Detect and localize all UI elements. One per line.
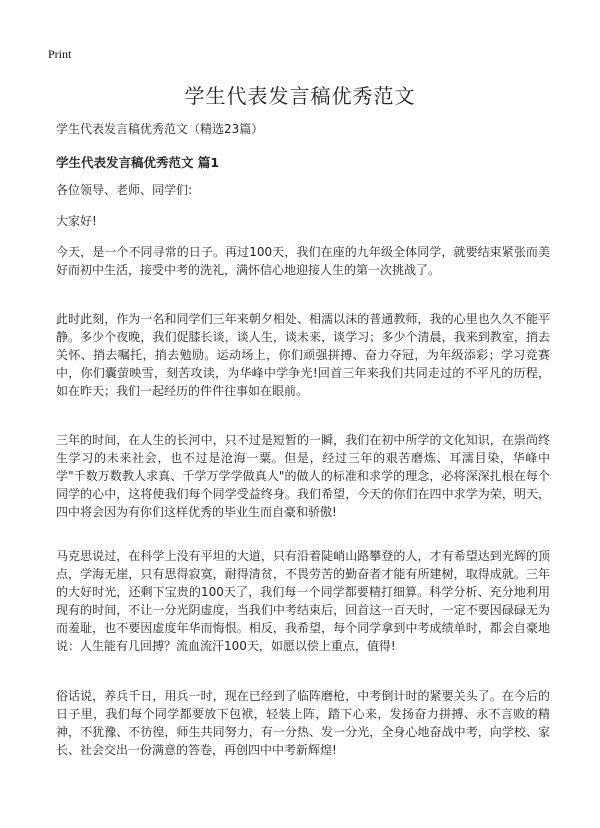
body-paragraph: 三年的时间，在人生的长河中，只不过是短暂的一瞬，我们在初中所学的文化知识，在崇尚终生学习的未来社会，也不过是沧海一粟。但是，经过三年的艰苦磨炼、耳濡目染，华峰中学"千数万数教人求真、千学万学学做真人"的做人的标准和求学的理念，必将深深扎根在每个同学的心中，这将使我们每个同学受益终身。我们希望，今天的你们在四中求学为荣，明天，四中将会因为有你们这样优秀的毕业生而自豪和骄傲! bbox=[56, 433, 550, 519]
body-paragraph: 马克思说过，在科学上没有平坦的大道，只有沿着陡峭山路攀登的人，才有希望达到光辉的顶点，学海无崖，只有思得寂寞，耐得清贫，不畏劳苦的勤奋者才能有所建树，取得成就。三年的大好时光，还剩下宝贵的100天了，我们每一个同学都要精打细算。科学分析、充分地利用现有的时间，不让一分光阴虚度，当我们中考结束后，回首这一百天时，一定不要因碌碌无为而羞耻，也不要因虚度年华而悔恨。相反，我希望，每个同学拿到中考成绩单时，都会自豪地说：人生能有几回搏？流血流汗100天，如愿以偿上重点，值得! bbox=[56, 549, 550, 653]
section-heading: 学生代表发言稿优秀范文 篇1 bbox=[56, 155, 220, 170]
greeting-line: 各位领导、老师、同学们: bbox=[56, 183, 193, 197]
hello-line: 大家好! bbox=[56, 214, 97, 228]
print-link[interactable]: Print bbox=[48, 47, 72, 61]
body-paragraph: 此时此刻，作为一名和同学们三年来朝夕相处、相濡以沫的普通教师，我的心里也久久不能平静。多少个夜晚，我们促膝长谈，谈人生，谈未来，谈学习；多少个清晨，我来到教室，捎去关怀、捎去嘱托，捎去勉励。运动场上，你们顽强拼搏、奋力夺冠，为年级添彩；学习竞赛中，你们囊萤映雪，刻苦攻读，为华峰中学争光!回首三年来我们共同走过的不平凡的历程，如在昨天；我们一起经历的件件往事如在眼前。 bbox=[56, 312, 550, 398]
page-title: 学生代表发言稿优秀范文 bbox=[184, 84, 416, 108]
body-paragraph: 今天，是一个不同寻常的日子。再过100天，我们在座的九年级全体同学，就要结束紧张而美好而初中生活，接受中考的洗礼，满怀信心地迎接人生的第一次挑战了。 bbox=[56, 245, 550, 277]
body-paragraph: 俗话说，养兵千日，用兵一时，现在已经到了临阵磨枪，中考倒计时的紧要关头了。在今后的日子里，我们每个同学都要放下包袱，轻装上阵，踏下心来，发扬奋力拼搏、永不言败的精神，不犹豫、不彷徨，师生共同努力，有一分热、发一分光，全身心地奋战中考，向学校、家长、社会交出一份满意的答卷，再创四中中考新辉煌! bbox=[56, 689, 550, 757]
document-subtitle: 学生代表发言稿优秀范文（精选23篇） bbox=[56, 122, 264, 136]
